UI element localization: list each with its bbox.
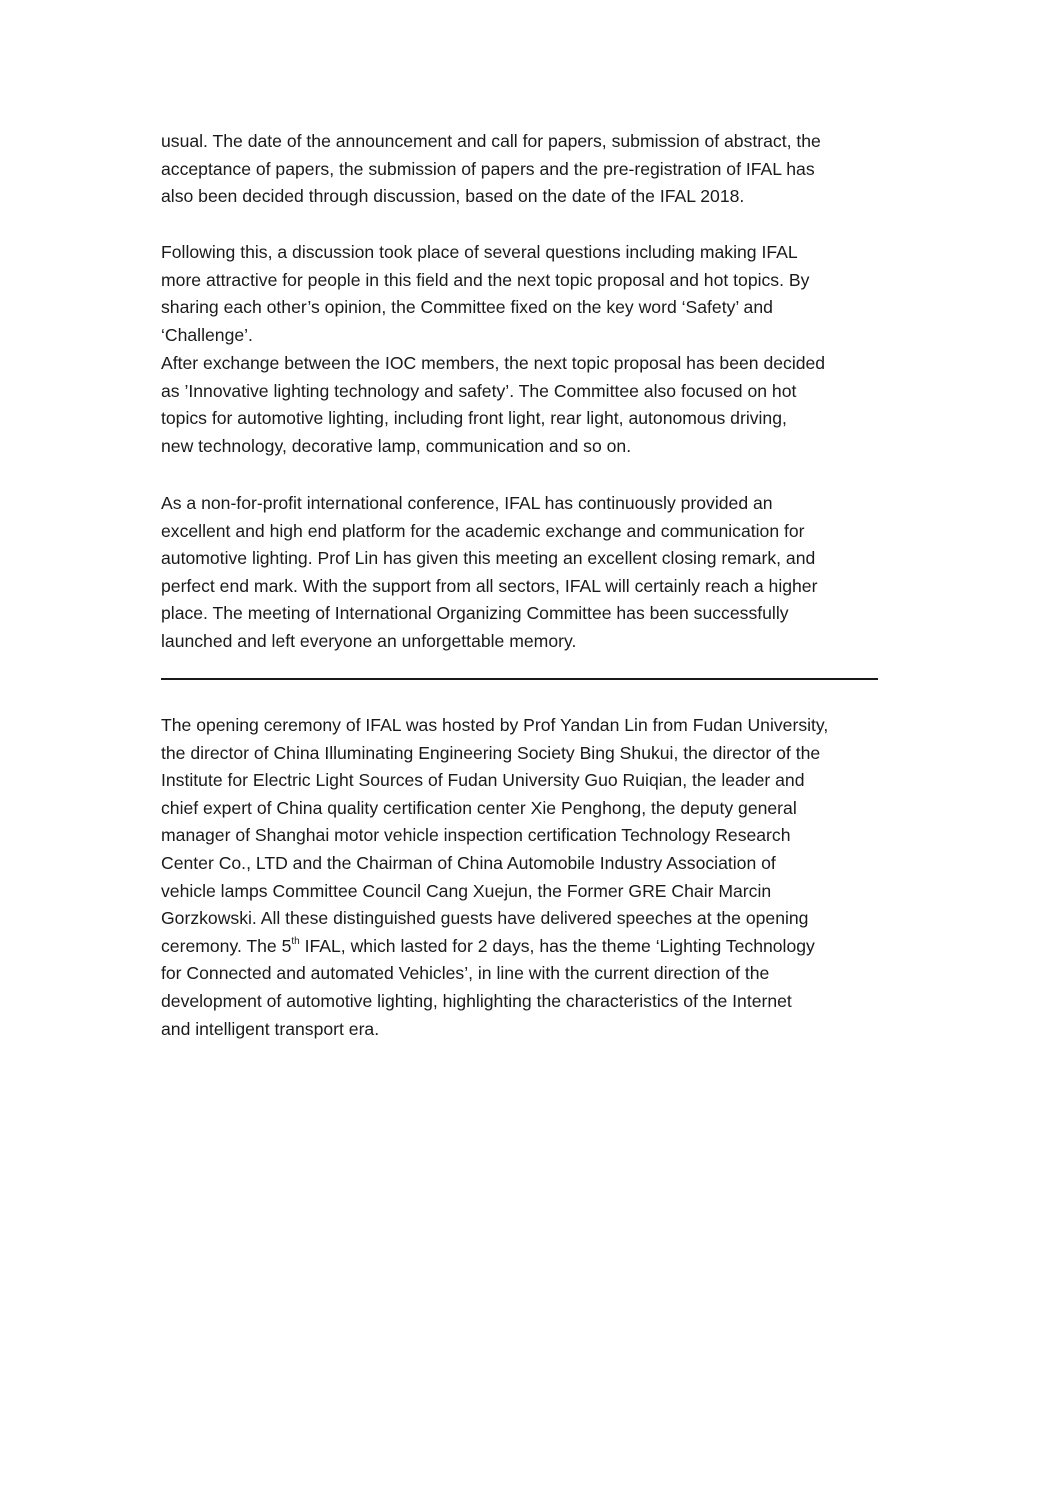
text-line: new technology, decorative lamp, communication and so on. (161, 435, 632, 456)
text-line: manager of Shanghai motor vehicle inspection certification Technology Research (161, 825, 791, 846)
text-line: launched and left everyone an unforgettable memory. (161, 630, 577, 651)
horizontal-rule (161, 678, 878, 680)
text-line: Institute for Electric Light Sources of Fudan University Guo Ruiqian, the leader and (161, 770, 805, 791)
text-line: topics for automotive lighting, including front light, rear light, autonomous driving, (161, 408, 787, 429)
text-line: Following this, a discussion took place of several questions including making IFAL (161, 242, 798, 262)
text-line: perfect end mark. With the support from all sectors, IFAL will certainly reach a higher (161, 575, 818, 596)
text-line: Center Co., LTD and the Chairman of China Automobile Industry Association of (161, 852, 776, 873)
ordinal-superscript: th (291, 935, 300, 947)
text-line: sharing each other’s opinion, the Committee fixed on the key word ‘Safety’ and (161, 297, 773, 318)
paragraph-conference-summary (161, 490, 906, 656)
text-line: vehicle lamps Committee Council Cang Xuejun, the Former GRE Chair Marcin (161, 880, 772, 901)
paragraph-discussion (161, 239, 906, 349)
text-line: chief expert of China quality certification center Xie Penghong, the deputy general (161, 797, 797, 818)
text-line: for Connected and automated Vehicles’, in line with the current direction of the (161, 963, 770, 984)
text-line: acceptance of papers, the submission of papers and the pre-registration of IFAL has (161, 158, 815, 179)
paragraph-schedule (161, 128, 906, 211)
text-line: the director of China Illuminating Engineering Society Bing Shukui, the director of the (161, 742, 821, 763)
text-line: Gorzkowski. All these distinguished guests have delivered speeches at the opening (161, 908, 809, 929)
text-line: as ’Innovative lighting technology and safety’. The Committee also focused on hot (161, 380, 797, 401)
text-line: and intelligent transport era. (161, 1018, 380, 1039)
text-line: After exchange between the IOC members, the next topic proposal has been decided (161, 353, 826, 373)
text-line: ‘Challenge’. (161, 324, 253, 345)
text-line: place. The meeting of International Organizing Committee has been successfully (161, 603, 789, 624)
text-line: The opening ceremony of IFAL was hosted by Prof Yandan Lin from Fudan University, (161, 715, 829, 735)
text-line: more attractive for people in this field and the next topic proposal and hot topics. By (161, 269, 810, 290)
text-line: development of automotive lighting, highlighting the characteristics of the Internet (161, 990, 792, 1011)
text-line (161, 933, 906, 961)
text-line: excellent and high end platform for the academic exchange and communication for (161, 520, 805, 541)
text-fragment: ceremony. The 5 (161, 935, 292, 956)
paragraph-opening-ceremony (161, 712, 906, 1043)
text-line: As a non-for-profit international conference, IFAL has continuously provided an (161, 493, 773, 513)
paragraph-topic-proposal (161, 350, 906, 460)
text-line: automotive lighting. Prof Lin has given this meeting an excellent closing remark, and (161, 548, 816, 569)
text-line: also been decided through discussion, based on the date of the IFAL 2018. (161, 186, 745, 207)
text-line: usual. The date of the announcement and call for papers, submission of abstract, the (161, 131, 821, 151)
text-fragment: IFAL, which lasted for 2 days, has the theme ‘Lighting Technology (299, 935, 815, 956)
